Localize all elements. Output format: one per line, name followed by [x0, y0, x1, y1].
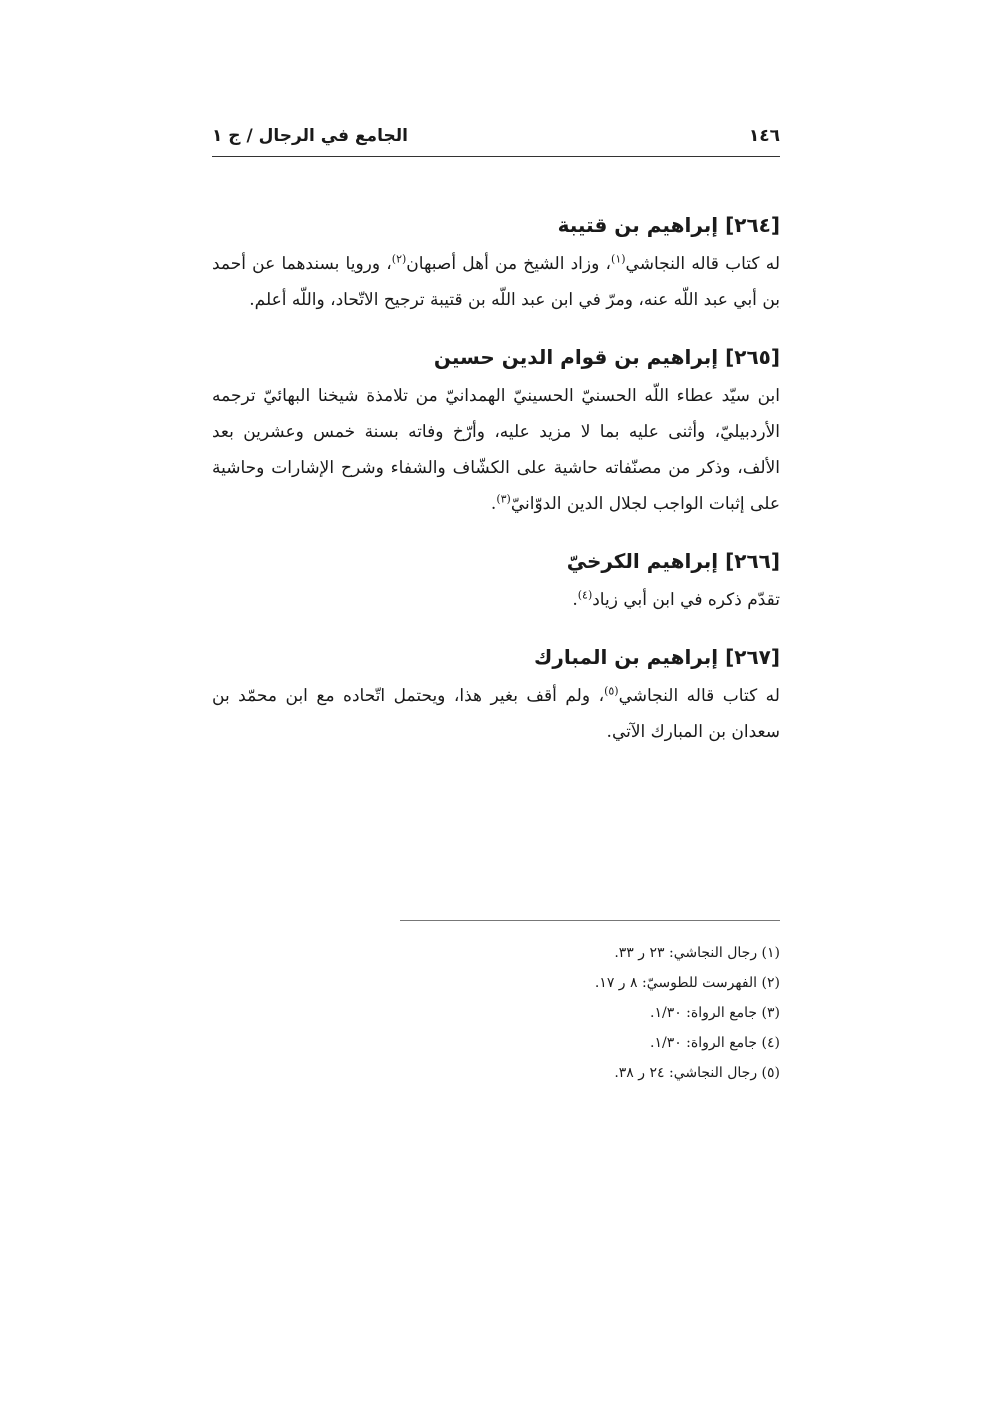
footnote-ref[interactable]: (٥) — [604, 684, 619, 698]
footnote-item: (١) رجال النجاشي: ٢٣ ر ٣٣. — [614, 945, 780, 961]
footnote-item: (٤) جامع الرواة: ١/٣٠. — [650, 1035, 780, 1051]
entry-text — [212, 246, 780, 318]
entry-title: [٢٦٦] إبراهيم الكرخيّ — [566, 549, 780, 573]
entry-title: [٢٦٥] إبراهيم بن قوام الدين حسين — [433, 345, 780, 369]
text-span: . — [490, 494, 497, 514]
entry-title: [٢٦٤] إبراهيم بن قتيبة — [557, 213, 780, 237]
footnote-ref[interactable]: (٣) — [496, 492, 511, 506]
main-content — [212, 210, 780, 774]
entry-text — [212, 378, 780, 522]
entry-265 — [212, 342, 780, 522]
entry-266 — [212, 546, 780, 618]
footnote-item: (٣) جامع الرواة: ١/٣٠. — [650, 1005, 780, 1021]
footnote-item: (٢) الفهرست للطوسيّ: ٨ ر ١٧. — [594, 975, 780, 991]
running-header — [212, 122, 780, 157]
entry-text — [212, 678, 780, 750]
entry-text — [212, 582, 780, 618]
text-span: ، ورويا بسندهما عن أحمد بن أبي عبد اللّه عنه، ومرّ في ابن عبد اللّه بن قتيبة ترجيح الاتّحاد، واللّه أعلم. — [212, 254, 780, 310]
text-span: له كتاب قاله النجاشي — [625, 254, 780, 274]
footnotes-list — [212, 938, 780, 1088]
footnote-ref[interactable]: (١) — [611, 252, 626, 266]
document-page — [212, 0, 780, 1403]
text-span: ، وزاد الشيخ من أهل أصبهان — [406, 254, 612, 274]
book-title: الجامع في الرجال / ج ١ — [212, 126, 408, 146]
footnote-item: (٥) رجال النجاشي: ٢٤ ر ٣٨. — [614, 1065, 780, 1081]
page-number: ١٤٦ — [748, 126, 780, 146]
entry-264 — [212, 210, 780, 318]
footnote-ref[interactable]: (٢) — [391, 252, 407, 266]
footnote-divider — [400, 920, 780, 921]
entry-267 — [212, 642, 780, 750]
text-span: . — [572, 590, 578, 610]
entry-title: [٢٦٧] إبراهيم بن المبارك — [534, 645, 780, 669]
text-span: له كتاب قاله النجاشي — [618, 686, 780, 706]
footnote-ref[interactable]: (٤) — [577, 588, 593, 602]
text-span: ، ولم أقف بغير هذا، ويحتمل اتّحاده مع ابن محمّد بن سعدان بن المبارك الآتي. — [212, 686, 780, 742]
text-span: تقدّم ذكره في ابن أبي زياد — [592, 590, 780, 610]
text-span: ابن سيّد عطاء اللّه الحسنيّ الحسينيّ الهمدانيّ من تلامذة شيخنا البهائيّ ترجمه الأردبيليّ، وأثنى عليه بما لا مزيد عليه، وأرّخ وفاته بسنة خمس وعشرين بعد الألف، وذكر من مصنّفاته حاشية على الكشّاف والشفاء وشرح الإشارات وحاشية على إثبات الواجب لجلال الدين الدوّانيّ — [212, 386, 780, 514]
